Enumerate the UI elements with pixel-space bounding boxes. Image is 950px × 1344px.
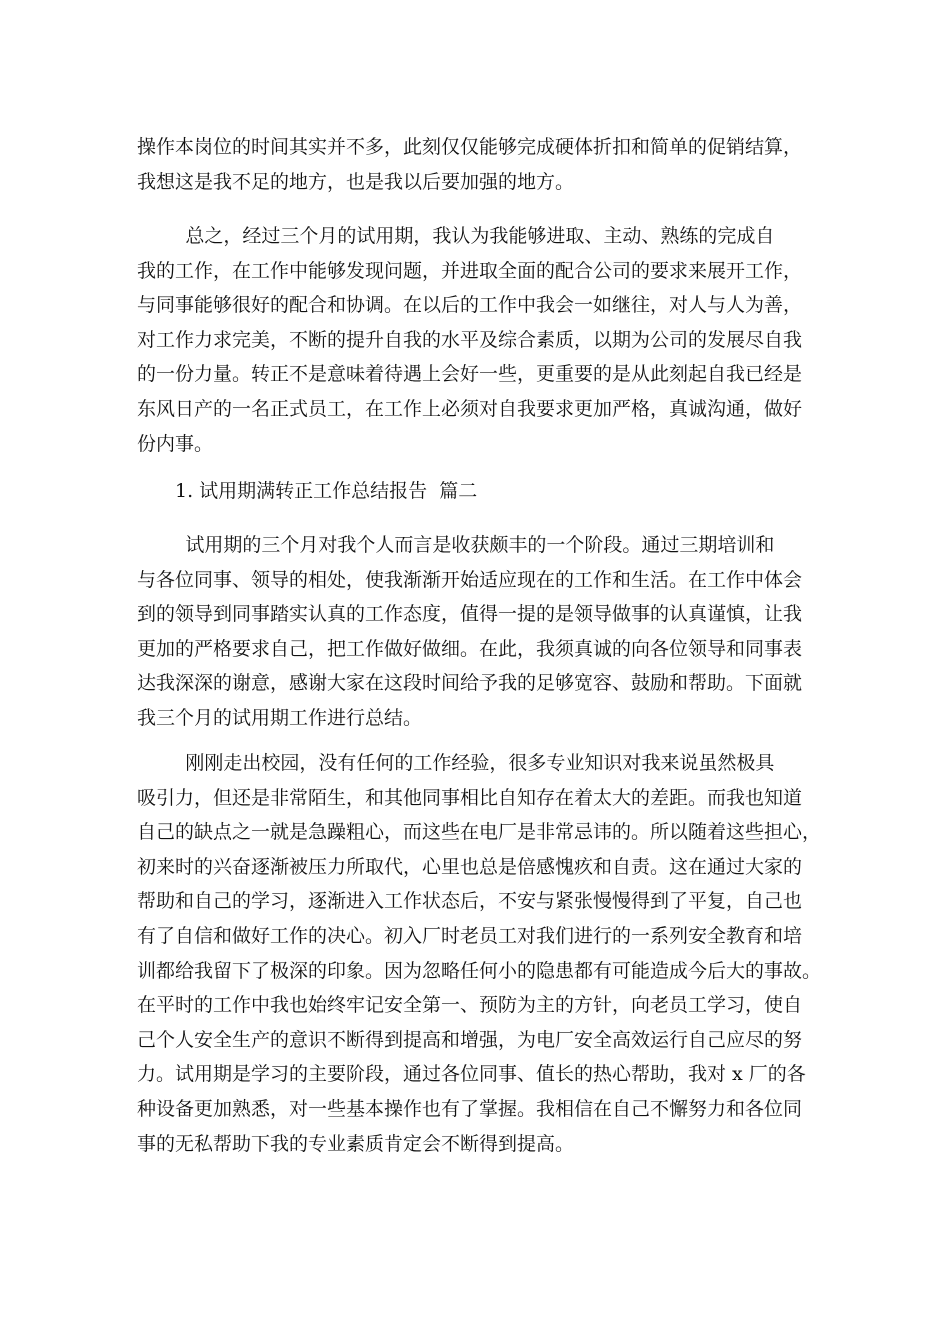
text-line: 我想这是我不足的地方，也是我以后要加强的地方。 — [137, 170, 575, 193]
text-line: 更加的严格要求自己，把工作做好做细。在此，我须真诚的向各位领导和同事表 — [137, 637, 803, 660]
text-line: 我三个月的试用期工作进行总结。 — [137, 706, 423, 729]
text-line: 事的无私帮助下我的专业素质肯定会不断得到提高。 — [137, 1132, 575, 1155]
text-line: 我的工作，在工作中能够发现问题，并进取全面的配合公司的要求来展开工作， — [137, 259, 803, 282]
text-line: 刚刚走出校园，没有任何的工作经验，很多专业知识对我来说虽然极具 — [137, 752, 775, 774]
text-line: 力。试用期是学习的主要阶段，通过各位同事、值长的热心帮助，我对 x 厂的各 — [137, 1063, 806, 1086]
text-line: 总之，经过三个月的试用期，我认为我能够进取、主动、熟练的完成自 — [137, 225, 775, 247]
text-line: 东风日产的一名正式员工，在工作上必须对自我要求更加严格，真诚沟通，做好 — [137, 397, 803, 420]
text-line: 种设备更加熟悉，对一些基本操作也有了掌握。我相信在自己不懈努力和各位同 — [137, 1097, 803, 1120]
text-line: 己个人安全生产的意识不断得到提高和增强，为电厂安全高效运行自己应尽的努 — [137, 1028, 803, 1051]
paragraph-4 — [137, 746, 827, 1161]
text-line: 试用期的三个月对我个人而言是收获颇丰的一个阶段。通过三期培训和 — [137, 534, 775, 556]
section-heading: 1. 试用期满转正工作总结报告 篇二 — [175, 480, 478, 502]
paragraph-1 — [137, 130, 827, 199]
text-line: 帮助和自己的学习，逐渐进入工作状态后，不安与紧张慢慢得到了平复，自己也 — [137, 890, 803, 913]
text-line: 与同事能够很好的配合和协调。在以后的工作中我会一如继往，对人与人为善， — [137, 294, 803, 317]
text-line: 与各位同事、领导的相处，使我渐渐开始适应现在的工作和生活。在工作中体会 — [137, 568, 803, 591]
text-line: 达我深深的谢意，感谢大家在这段时间给予我的足够宽容、鼓励和帮助。下面就 — [137, 672, 803, 695]
paragraph-3 — [137, 528, 827, 736]
paragraph-2 — [137, 219, 827, 461]
text-line: 训都给我留下了极深的印象。因为忽略任何小的隐患都有可能造成今后大的事故。 — [137, 959, 822, 982]
text-line: 在平时的工作中我也始终牢记安全第一、预防为主的方针，向老员工学习，使自 — [137, 994, 803, 1017]
text-line: 的一份力量。转正不是意味着待遇上会好一些，更重要的是从此刻起自我已经是 — [137, 363, 803, 386]
text-line: 有了自信和做好工作的决心。初入厂时老员工对我们进行的一系列安全教育和培 — [137, 924, 803, 947]
text-line: 操作本岗位的时间其实并不多，此刻仅仅能够完成硬体折扣和简单的促销结算， — [137, 136, 803, 158]
text-line: 自己的缺点之一就是急躁粗心，而这些在电厂是非常忌讳的。所以随着这些担心， — [137, 821, 822, 844]
text-line: 到的领导到同事踏实认真的工作态度，值得一提的是领导做事的认真谨慎，让我 — [137, 603, 803, 626]
text-line: 吸引力，但还是非常陌生，和其他同事相比自知存在着太大的差距。而我也知道 — [137, 786, 803, 809]
text-line: 对工作力求完美，不断的提升自我的水平及综合素质，以期为公司的发展尽自我 — [137, 328, 803, 351]
text-line: 初来时的兴奋逐渐被压力所取代，心里也总是倍感愧疚和自责。这在通过大家的 — [137, 855, 803, 878]
text-line: 份内事。 — [137, 432, 214, 455]
